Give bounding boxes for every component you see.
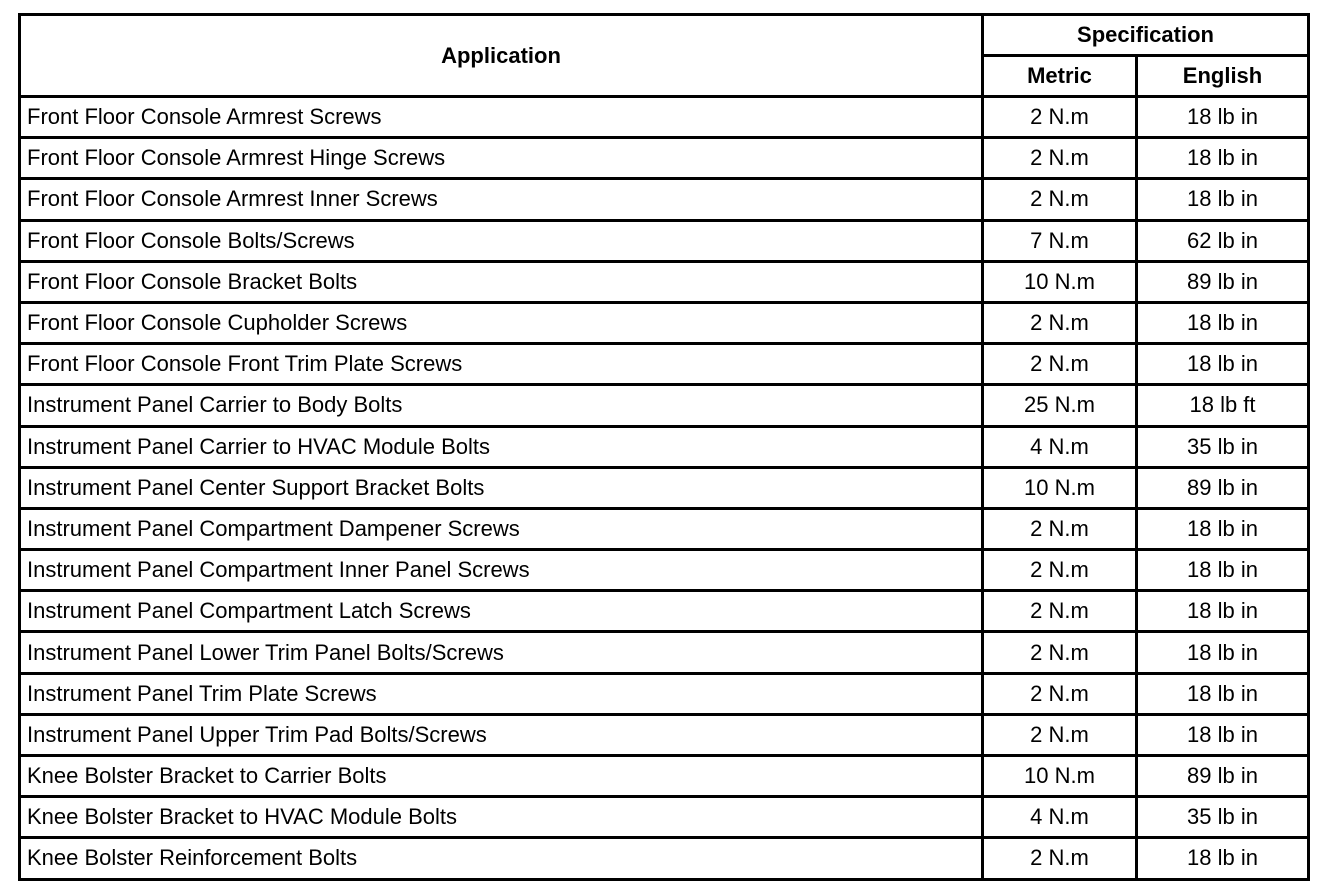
table-row: [20, 673, 1309, 714]
english-header: English: [1137, 56, 1309, 97]
table-row: [20, 756, 1309, 797]
metric-cell: 2 N.m: [983, 179, 1137, 220]
english-cell: 35 lb in: [1137, 797, 1309, 838]
english-cell: 18 lb in: [1137, 97, 1309, 138]
table-row: [20, 797, 1309, 838]
application-cell: Knee Bolster Bracket to HVAC Module Bolts: [20, 797, 983, 838]
table-row: [20, 97, 1309, 138]
english-cell: 62 lb in: [1137, 220, 1309, 261]
english-cell: 18 lb in: [1137, 302, 1309, 343]
application-cell: Instrument Panel Upper Trim Pad Bolts/Screws: [20, 714, 983, 755]
table-row: [20, 179, 1309, 220]
metric-cell: 25 N.m: [983, 385, 1137, 426]
application-cell: Instrument Panel Compartment Dampener Screws: [20, 508, 983, 549]
table-row: [20, 138, 1309, 179]
metric-cell: 7 N.m: [983, 220, 1137, 261]
metric-cell: 2 N.m: [983, 344, 1137, 385]
table-row: [20, 261, 1309, 302]
application-cell: Instrument Panel Trim Plate Screws: [20, 673, 983, 714]
metric-cell: 2 N.m: [983, 673, 1137, 714]
application-cell: Instrument Panel Compartment Inner Panel Screws: [20, 550, 983, 591]
table-body: [20, 97, 1309, 880]
table-row: [20, 838, 1309, 879]
specification-header: Specification: [983, 15, 1309, 56]
metric-cell: 10 N.m: [983, 756, 1137, 797]
table-row: [20, 632, 1309, 673]
table-row: [20, 220, 1309, 261]
table-row: [20, 385, 1309, 426]
application-cell: Instrument Panel Carrier to HVAC Module Bolts: [20, 426, 983, 467]
english-cell: 35 lb in: [1137, 426, 1309, 467]
english-cell: 18 lb ft: [1137, 385, 1309, 426]
metric-cell: 2 N.m: [983, 97, 1137, 138]
table-row: [20, 714, 1309, 755]
application-cell: Front Floor Console Bracket Bolts: [20, 261, 983, 302]
english-cell: 18 lb in: [1137, 838, 1309, 879]
application-header: Application: [20, 15, 983, 97]
application-cell: Front Floor Console Front Trim Plate Screws: [20, 344, 983, 385]
application-cell: Front Floor Console Cupholder Screws: [20, 302, 983, 343]
header-row-1: [20, 15, 1309, 56]
application-cell: Front Floor Console Armrest Screws: [20, 97, 983, 138]
metric-cell: 2 N.m: [983, 838, 1137, 879]
english-cell: 18 lb in: [1137, 508, 1309, 549]
english-cell: 18 lb in: [1137, 344, 1309, 385]
metric-cell: 4 N.m: [983, 797, 1137, 838]
metric-cell: 2 N.m: [983, 591, 1137, 632]
application-cell: Instrument Panel Center Support Bracket Bolts: [20, 467, 983, 508]
metric-cell: 2 N.m: [983, 550, 1137, 591]
english-cell: 18 lb in: [1137, 550, 1309, 591]
english-cell: 18 lb in: [1137, 673, 1309, 714]
table-row: [20, 302, 1309, 343]
metric-cell: 2 N.m: [983, 302, 1137, 343]
english-cell: 18 lb in: [1137, 138, 1309, 179]
fastener-torque-table: [18, 13, 1310, 881]
metric-cell: 4 N.m: [983, 426, 1137, 467]
english-cell: 89 lb in: [1137, 756, 1309, 797]
english-cell: 18 lb in: [1137, 179, 1309, 220]
table-row: [20, 467, 1309, 508]
application-cell: Knee Bolster Bracket to Carrier Bolts: [20, 756, 983, 797]
metric-cell: 2 N.m: [983, 714, 1137, 755]
table-row: [20, 508, 1309, 549]
application-cell: Instrument Panel Carrier to Body Bolts: [20, 385, 983, 426]
torque-spec-sheet: [18, 13, 1307, 884]
metric-header: Metric: [983, 56, 1137, 97]
metric-cell: 2 N.m: [983, 138, 1137, 179]
metric-cell: 10 N.m: [983, 467, 1137, 508]
application-cell: Front Floor Console Bolts/Screws: [20, 220, 983, 261]
metric-cell: 2 N.m: [983, 508, 1137, 549]
application-cell: Instrument Panel Compartment Latch Screws: [20, 591, 983, 632]
table-row: [20, 426, 1309, 467]
english-cell: 89 lb in: [1137, 467, 1309, 508]
table-row: [20, 344, 1309, 385]
application-cell: Instrument Panel Lower Trim Panel Bolts/Screws: [20, 632, 983, 673]
metric-cell: 2 N.m: [983, 632, 1137, 673]
english-cell: 89 lb in: [1137, 261, 1309, 302]
application-cell: Knee Bolster Reinforcement Bolts: [20, 838, 983, 879]
english-cell: 18 lb in: [1137, 591, 1309, 632]
application-cell: Front Floor Console Armrest Hinge Screws: [20, 138, 983, 179]
metric-cell: 10 N.m: [983, 261, 1137, 302]
table-row: [20, 550, 1309, 591]
table-row: [20, 591, 1309, 632]
english-cell: 18 lb in: [1137, 714, 1309, 755]
application-cell: Front Floor Console Armrest Inner Screws: [20, 179, 983, 220]
english-cell: 18 lb in: [1137, 632, 1309, 673]
